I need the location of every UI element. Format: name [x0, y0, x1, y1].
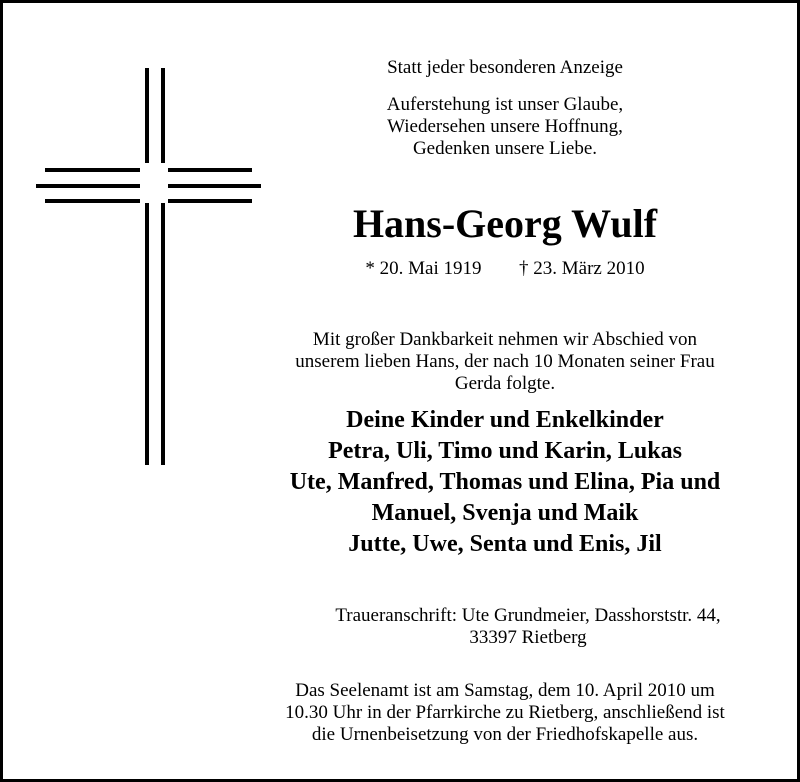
message-line: Mit großer Dankbarkeit nehmen wir Abschied von: [312, 329, 698, 350]
header-text: Statt jeder besonderen Anzeige: [387, 57, 623, 78]
farewell-message: [255, 329, 755, 395]
message-line: unserem lieben Hans, der nach 10 Monaten seiner Frau: [295, 351, 715, 372]
family-line: Deine Kinder und Enkelkinder: [346, 407, 664, 433]
message-line: Gerda folgte.: [454, 373, 556, 394]
service-info: [255, 680, 755, 746]
service-line: Das Seelenamt ist am Samstag, dem 10. April 2010 um: [295, 680, 715, 701]
address-line: Traueranschrift: Ute Grundmeier, Dasshorststr. 44,: [335, 605, 721, 626]
service-line: 10.30 Uhr in der Pfarrkirche zu Rietberg, anschließend ist: [285, 702, 725, 723]
family-line: Petra, Uli, Timo und Karin, Lukas: [328, 438, 682, 464]
family-line: Jutte, Uwe, Senta und Enis, Jil: [348, 531, 662, 557]
family-line: Ute, Manfred, Thomas und Elina, Pia und: [289, 469, 721, 495]
mourning-address: [278, 605, 778, 649]
deceased-name: Hans-Georg Wulf: [352, 201, 658, 246]
death-date: † 23. März 2010: [519, 258, 645, 279]
family-list: [255, 405, 755, 560]
verse-line: Gedenken unsere Liebe.: [412, 138, 598, 159]
birth-date: * 20. Mai 1919: [365, 258, 482, 279]
verse: [255, 94, 755, 160]
life-dates: [255, 258, 755, 280]
verse-line: Wiedersehen unsere Hoffnung,: [387, 116, 623, 137]
cross-icon: [3, 3, 263, 473]
address-line: 33397 Rietberg: [469, 627, 587, 648]
family-line: Manuel, Svenja und Maik: [371, 500, 639, 526]
service-line: die Urnenbeisetzung von der Friedhofskapelle aus.: [311, 724, 699, 745]
verse-line: Auferstehung ist unser Glaube,: [386, 94, 624, 115]
